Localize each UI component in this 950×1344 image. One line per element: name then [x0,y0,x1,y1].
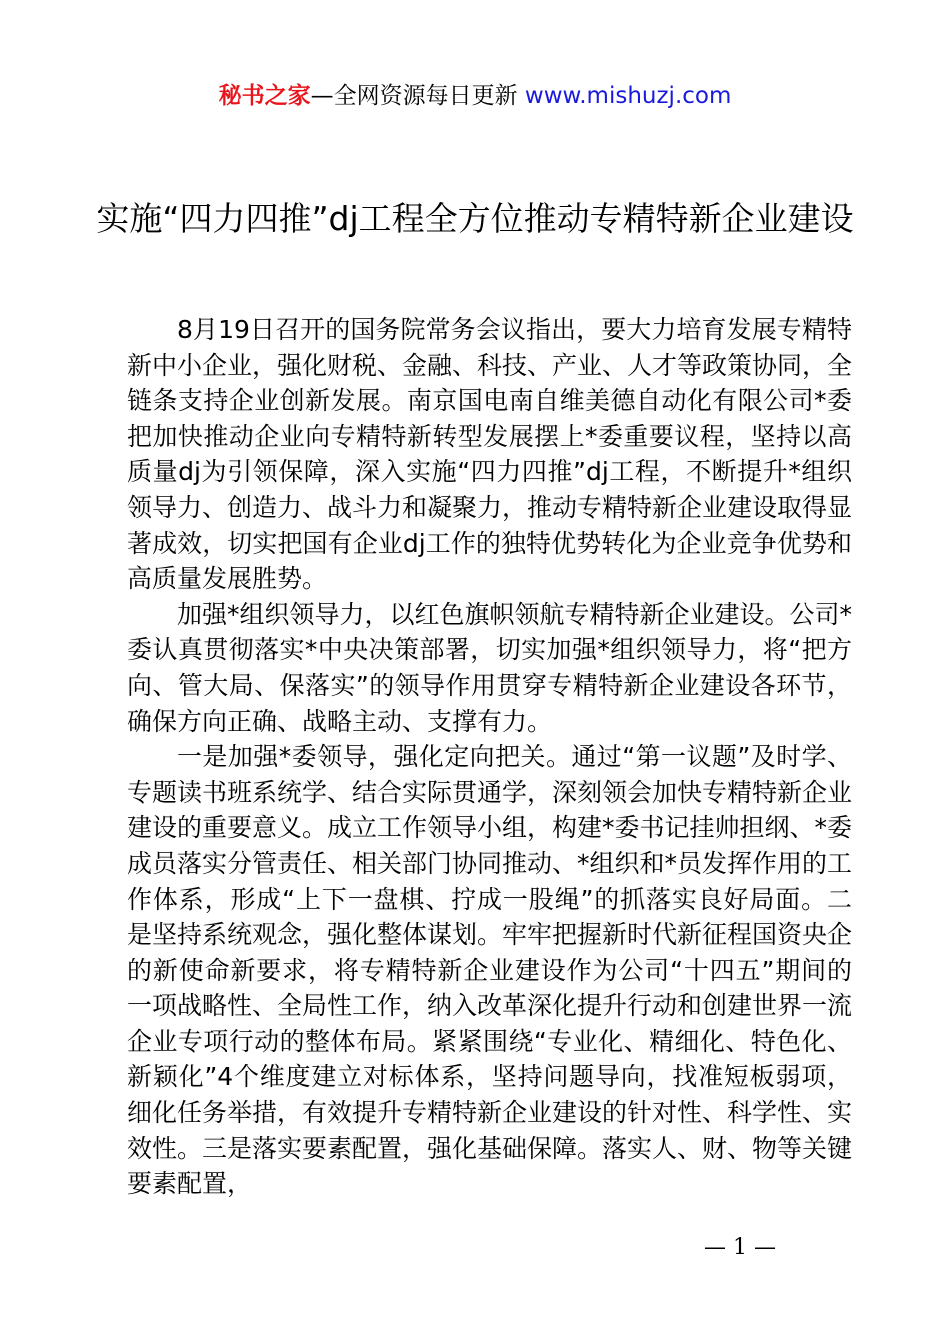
paragraph-measures: 一是加强*委领导，强化定向把关。通过“第一议题”及时学、专题读书班系统学、结合实际贯通学，深刻领会加快专精特新企业建设的重要意义。成立工作领导小组，构建*委书记挂帅担纲、*委成员落实分管责任、相关部门协同推动、*组织和*员发挥作用的工作体系，形成“上下一盘棋、拧成一股绳”的抓落实良好局面。二是坚持系统观念，强化整体谋划。牢牢把握新时代新征程国资央企的新使命新要求，将专精特新企业建设作为公司“十四五”期间的一项战略性、全局性工作，纳入改革深化提升行动和创建世界一流企业专项行动的整体布局。紧紧围绕“专业化、精细化、特色化、新颖化”4个维度建立对标体系，坚持问题导向，找准短板弱项，细化任务举措，有效提升专精特新企业建设的针对性、科学性、实效性。三是落实要素配置，强化基础保障。落实人、财、物等关键要素配置， [127,742,853,1199]
site-url-link[interactable]: www.mishuzj.com [524,83,732,109]
page-number: — 1 — [704,1235,776,1260]
paragraph-intro: 8月19日召开的国务院常务会议指出，要大力培育发展专精特新中小企业，强化财税、金融、科技、产业、人才等政策协同，全链条支持企业创新发展。南京国电南自维美德自动化有限公司*委把加快推动企业向专精特新转型发展摆上*委重要议程，坚持以高质量dj为引领保障，深入实施“四力四推”dj工程，不断提升*组织领导力、创造力、战斗力和凝聚力，推动专精特新企业建设取得显著成效，切实把国有企业dj工作的独特优势转化为企业竞争优势和高质量发展胜势。 [127,315,853,594]
document-body [127,312,852,1202]
paragraph-leadership: 加强*组织领导力，以红色旗帜领航专精特新企业建设。公司*委认真贯彻落实*中央决策部署，切实加强*组织领导力，将“把方向、管大局、保落实”的领导作用贯穿专精特新企业建设各环节，确保方向正确、战略主动、支撑有力。 [127,599,853,736]
document-title: 实施“四力四推”dj工程全方位推动专精特新企业建设 [96,199,854,238]
header-tagline: —全网资源每日更新 [310,83,518,109]
brand-name: 秘书之家 [218,83,311,109]
site-header [0,80,950,112]
